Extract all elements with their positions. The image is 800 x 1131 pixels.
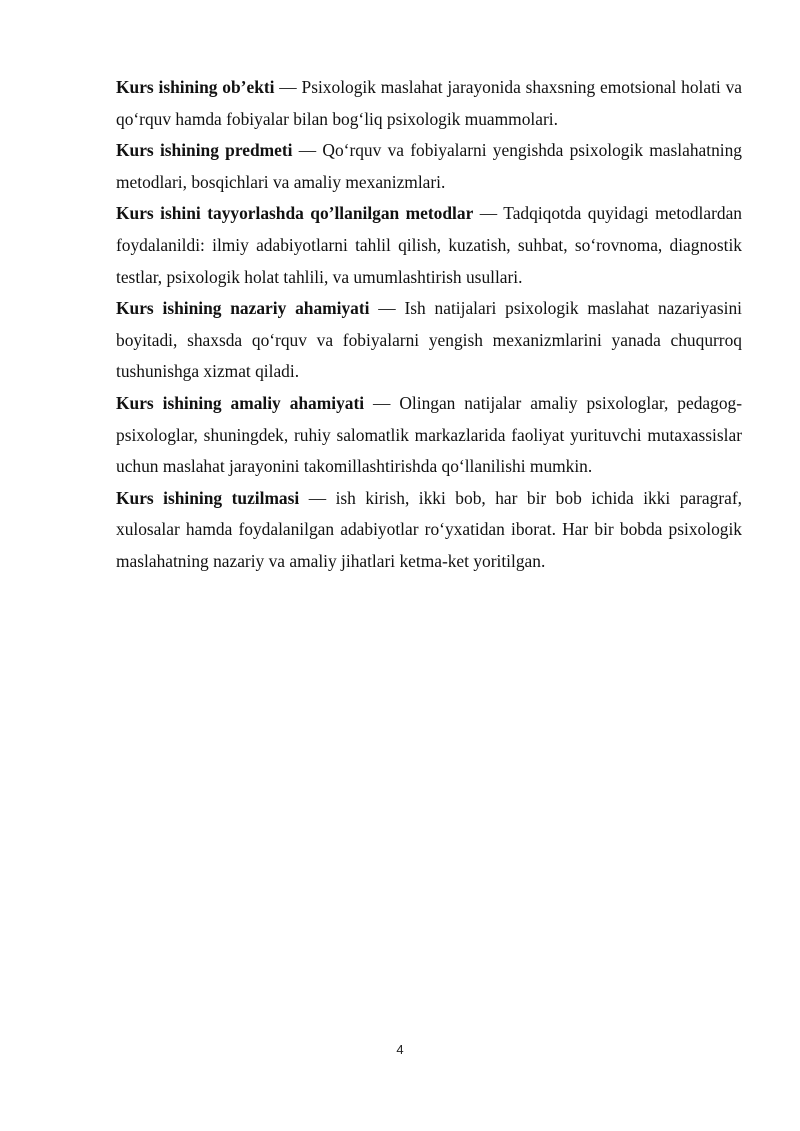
page-body — [116, 72, 742, 578]
paragraph-theoretical-significance-label: Kurs ishining nazariy ahamiyati — [116, 298, 370, 319]
paragraph-methods-label: Kurs ishini tayyorlashda qo’llanilgan metodlar — [116, 203, 474, 224]
paragraph-practical-significance — [116, 388, 742, 483]
page-number: 4 — [396, 1042, 404, 1057]
paragraph-object — [116, 72, 742, 135]
paragraph-subject-label: Kurs ishining predmeti — [116, 140, 293, 161]
paragraph-structure-text: — ish kirish, ikki bob, har bir bob ichida ikki paragraf, xulosalar hamda foydalanilgan adabiyotlar ro‘yxatidan iborat. Har bir bobda psixologik maslahatning nazariy va amaliy jihatlari ketma-ket yoritilgan. — [116, 487, 742, 571]
paragraph-subject-text: — Qo‘rquv va fobiyalarni yengishda psixologik maslahatning metodlari, bosqichlari va amaliy mexanizmlari. — [116, 140, 742, 192]
paragraph-methods — [116, 198, 742, 293]
paragraph-theoretical-significance — [116, 293, 742, 388]
paragraph-theoretical-significance-text: — Ish natijalari psixologik maslahat nazariyasini boyitadi, shaxsda qo‘rquv va fobiyalarni yengish mexanizmlarini yanada chuqurroq tushunishga xizmat qiladi. — [116, 298, 742, 382]
paragraph-methods-text: — Tadqiqotda quyidagi metodlardan foydalanildi: ilmiy adabiyotlarni tahlil qilish, kuzatish, suhbat, so‘rovnoma, diagnostik testlar, psixologik holat tahlili, va umumlashtirish usullari. — [116, 203, 742, 287]
paragraph-practical-significance-text: — Olingan natijalar amaliy psixologlar, pedagog-psixologlar, shuningdek, ruhiy salomatlik markazlarida faoliyat yurituvchi mutaxassislar uchun maslahat jarayonini takomillashtirishda qo‘llanilishi mumkin. — [116, 392, 742, 477]
paragraph-subject — [116, 135, 742, 198]
paragraph-practical-significance-label: Kurs ishining amaliy ahamiyati — [116, 392, 365, 413]
paragraph-object-label: Kurs ishining ob’ekti — [116, 77, 275, 97]
paragraph-structure — [116, 483, 742, 578]
paragraph-structure-label: Kurs ishining tuzilmasi — [116, 487, 300, 508]
paragraph-object-text: — Psixologik maslahat jarayonida shaxsning emotsional holati va qo‘rquv hamda fobiyalar bilan bog‘liq psixologik muammolari. — [116, 77, 742, 129]
